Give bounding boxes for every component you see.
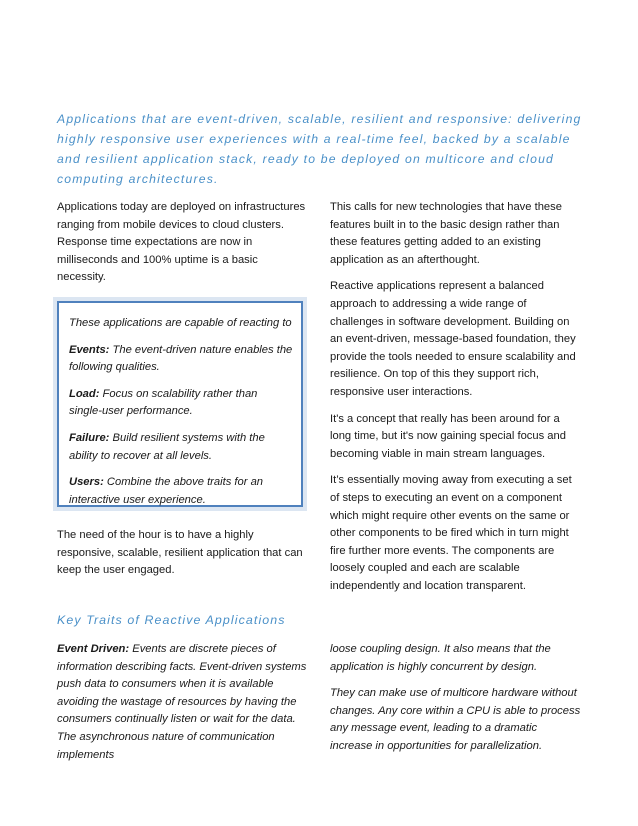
paragraph: Reactive applications represent a balanced approach to addressing a wide range of challenges in software development. Building on an event-driven, message-based foundation, they provide the tools needed to ensure scalability and resilience. On top of this they support rich, responsive user interactions.	[330, 280, 576, 398]
callout-item-users	[69, 474, 293, 509]
qualities-callout-box	[57, 301, 303, 507]
callout-item-load	[69, 386, 293, 421]
callout-term: Failure:	[69, 431, 110, 444]
paragraph: They can make use of multicore hardware without changes. Any core within a CPU is able to process any message event, leading to a dramatic increase in opportunities for parallelization.	[330, 687, 581, 752]
left-column-top	[57, 199, 307, 296]
intro-text: Applications that are event-driven, scalable, resilient and responsive: delivering highly responsive user experiences with a real-time feel, backed by a scalable and resilient application stack, ready to be deployed on multicore and cloud computing architectures.	[57, 112, 582, 186]
callout-item-failure	[69, 430, 293, 465]
callout-term: Events:	[69, 343, 110, 356]
callout-term: Load:	[69, 387, 100, 400]
callout-text: Combine the above traits for an interactive user experience.	[69, 476, 264, 506]
paragraph: Applications today are deployed on infrastructures ranging from mobile devices to cloud clusters. Response time expectations are now in milliseconds and 100% uptime is a basic necessity.	[57, 201, 306, 284]
paragraph: It’s essentially moving away from executing a set of steps to executing an event on a component which might require other events on the same or other components to be fired which in turn might fire further more events. The components are loosely coupled and each are scalable independently and location transparent.	[330, 474, 572, 592]
paragraph	[57, 641, 307, 764]
callout-term: Users:	[69, 476, 104, 489]
left-column-bottom	[57, 527, 307, 589]
right-column-traits	[330, 641, 582, 765]
section-title: Key Traits of Reactive Applications	[57, 613, 286, 627]
callout-text: Build resilient systems with the ability to recover at all levels.	[69, 431, 265, 462]
paragraph: It's a concept that really has been around for a long time, but it's now gaining special focus and becoming viable in main stream languages.	[330, 412, 566, 460]
callout-text: The event-driven nature enables the following qualities.	[69, 343, 293, 374]
trait-text: Events are discrete pieces of information describing facts. Event-driven systems push data to consumers when it is available avoiding the wastage of resources by having the consumers continually listen or wait for the data. The asynchronous nature of communication implements	[57, 643, 307, 761]
paragraph: The need of the hour is to have a highly responsive, scalable, resilient application that can keep the user engaged.	[57, 529, 303, 577]
callout-text: Focus on scalability rather than single-user performance.	[69, 387, 258, 418]
paragraph: loose coupling design. It also means that the application is highly concurrent by design.	[330, 643, 551, 673]
callout-intro: These applications are capable of reacting to	[69, 317, 292, 329]
callout-item-events	[69, 342, 293, 377]
trait-term: Event Driven:	[57, 643, 130, 655]
left-column-traits	[57, 641, 307, 773]
paragraph: This calls for new technologies that have these features built in to the basic design rather than these features getting added to an existing application as an afterthought.	[330, 201, 562, 266]
right-column-top	[330, 199, 582, 604]
